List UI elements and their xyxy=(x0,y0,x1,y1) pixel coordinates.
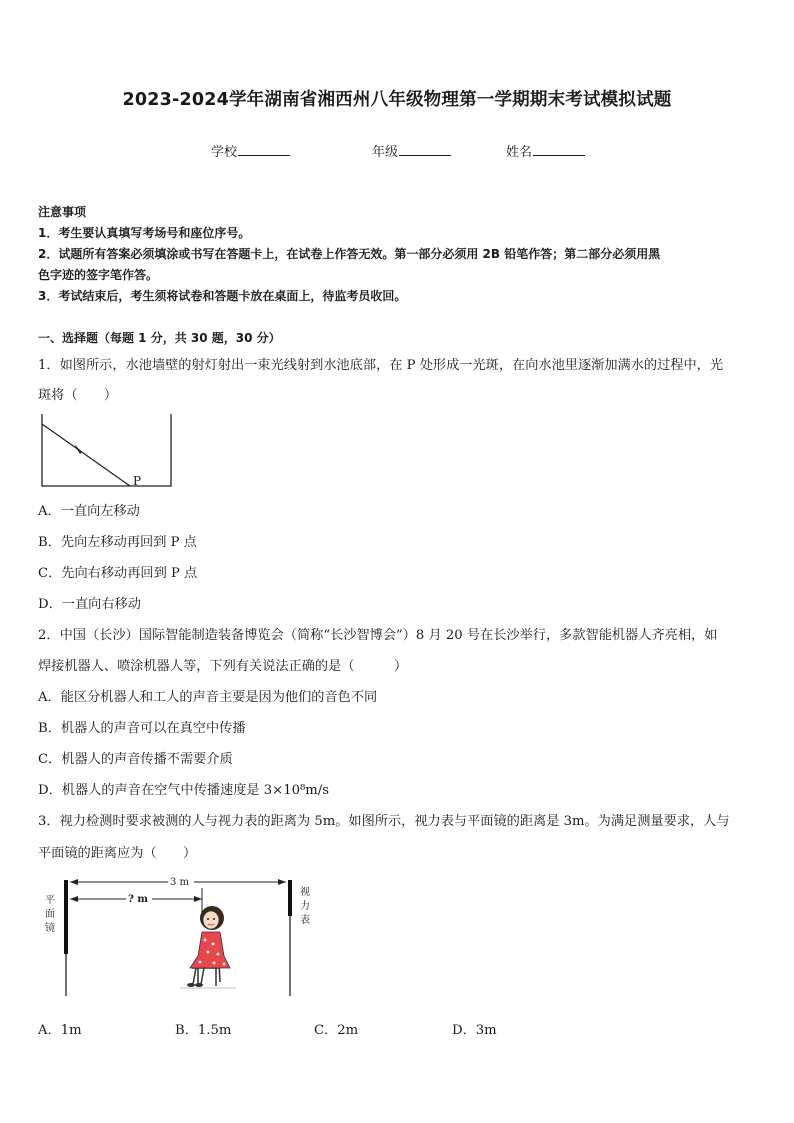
mirror-label-3: 镜 xyxy=(45,923,55,934)
notice-item: 2．试题所有答案必须填涂或书写在答题卡上，在试卷上作答无效。第一部分必须用 2B 铅笔作答；第二部分必须用黑 xyxy=(38,247,661,261)
question-1-option-c[interactable]: C．先向右移动再回到 P 点 xyxy=(38,566,198,581)
grade-field xyxy=(372,141,451,160)
mirror-label-1: 平 xyxy=(45,895,55,906)
question-3-option-c[interactable]: C．2m xyxy=(314,1023,359,1038)
name-label: 姓名 xyxy=(506,145,533,160)
question-1-stem: 1．如图所示，水池墙壁的射灯射出一束光线射到水池底部，在 P 处形成一光斑，在向水池里逐渐加满水的过程中，光 xyxy=(38,358,724,373)
question-1-stem-cont: 斑将（ ） xyxy=(38,388,118,403)
question-1-option-a[interactable]: A．一直向左移动 xyxy=(38,504,140,519)
question-3-stem: 3．视力检测时要求被测的人与视力表的距离为 5m。如图所示，视力表与平面镜的距离是 3m。为满足测量要求，人与 xyxy=(38,814,730,829)
school-label: 学校 xyxy=(211,145,238,160)
question-3-stem-cont: 平面镜的距离应为（ ） xyxy=(38,846,197,861)
grade-label: 年级 xyxy=(372,145,399,160)
question-3-option-b[interactable]: B．1.5m xyxy=(175,1023,232,1038)
question-1-option-d[interactable]: D．一直向右移动 xyxy=(38,597,141,612)
question-2-option-c[interactable]: C．机器人的声音传播不需要介质 xyxy=(38,752,233,767)
point-p-label: P xyxy=(133,474,142,488)
dist-unknown-label: ? m xyxy=(128,894,148,905)
seated-person-figure xyxy=(180,888,236,988)
question-3-option-a[interactable]: A．1m xyxy=(38,1023,82,1038)
school-blank[interactable] xyxy=(238,143,290,156)
mirror-label-2: 面 xyxy=(45,909,55,920)
vision-test-diagram xyxy=(40,870,330,1002)
notice-item: 3．考试结束后，考生须将试卷和答题卡放在桌面上，待监考员收回。 xyxy=(38,289,407,303)
dist-total-label: 3 m xyxy=(170,877,190,888)
notice-heading: 注意事项 xyxy=(38,205,87,219)
name-field xyxy=(506,141,585,160)
chart-label-1: 视 xyxy=(300,887,310,898)
question-2-option-d[interactable]: D．机器人的声音在空气中传播速度是 3×10⁸m/s xyxy=(38,783,329,798)
question-2-stem-cont: 焊接机器人、喷涂机器人等，下列有关说法正确的是（ ） xyxy=(38,659,408,674)
question-1-option-b[interactable]: B．先向左移动再回到 P 点 xyxy=(38,535,197,550)
notice-item: 1．考生要认真填写考场号和座位序号。 xyxy=(38,226,251,240)
chart-label-3: 表 xyxy=(300,915,310,926)
question-2-stem: 2．中国（长沙）国际智能制造装备博览会（简称“长沙智博会”）8 月 20 号在长沙举行，多款智能机器人齐亮相，如 xyxy=(38,628,718,643)
notice-item: 色字迹的签字笔作答。 xyxy=(38,268,159,282)
page-title: 2023-2024学年湖南省湘西州八年级物理第一学期期末考试模拟试题 xyxy=(122,90,672,110)
question-3-option-d[interactable]: D．3m xyxy=(452,1023,497,1038)
chart-label-2: 力 xyxy=(300,901,310,912)
pool-diagram xyxy=(38,410,178,490)
section-heading: 一、选择题（每题 1 分，共 30 题，30 分） xyxy=(38,331,281,345)
grade-blank[interactable] xyxy=(399,143,451,156)
question-2-option-a[interactable]: A．能区分机器人和工人的声音主要是因为他们的音色不同 xyxy=(38,690,378,705)
question-2-option-b[interactable]: B．机器人的声音可以在真空中传播 xyxy=(38,721,246,736)
school-field xyxy=(211,141,290,160)
name-blank[interactable] xyxy=(533,143,585,156)
